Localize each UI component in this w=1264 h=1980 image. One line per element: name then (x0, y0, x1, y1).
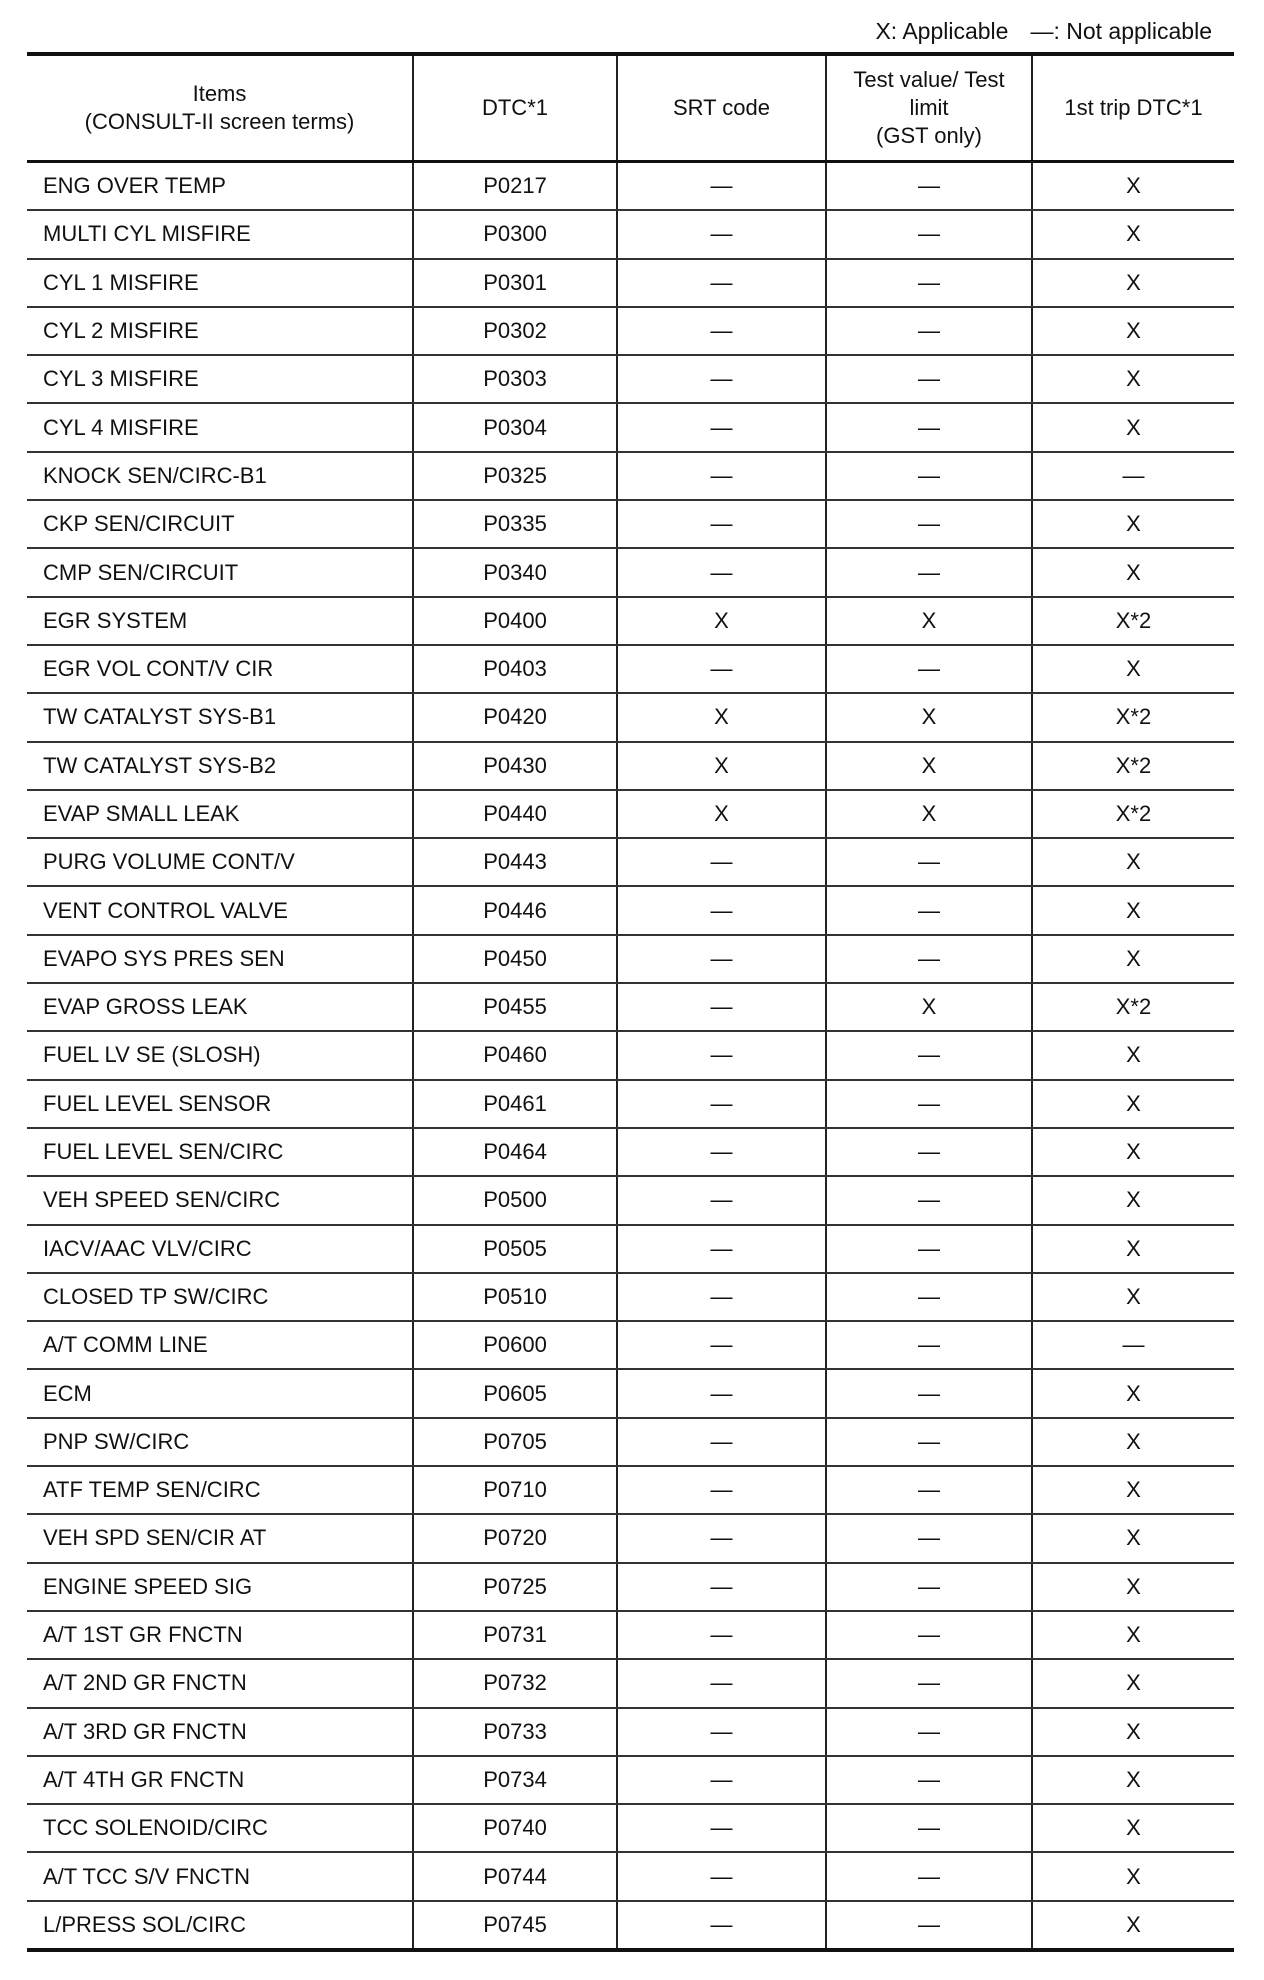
test-value-cell: — (826, 1321, 1032, 1369)
first-trip-dtc-cell: X (1032, 355, 1234, 403)
table-row (27, 1031, 1234, 1079)
first-trip-dtc-cell: X (1032, 1852, 1234, 1900)
item-cell: TCC SOLENOID/CIRC (27, 1804, 413, 1852)
item-cell: EGR SYSTEM (27, 597, 413, 645)
test-value-cell: — (826, 1901, 1032, 1950)
dtc-cell: P0461 (413, 1080, 617, 1128)
dtc-cell: P0733 (413, 1708, 617, 1756)
dtc-cell: P0500 (413, 1176, 617, 1224)
table-row (27, 1321, 1234, 1369)
table-header (27, 54, 1234, 162)
srt-code-cell: — (617, 1466, 826, 1514)
srt-code-cell: — (617, 1852, 826, 1900)
header-row (27, 54, 1234, 162)
header-1st-trip-dtc: 1st trip DTC*1 (1032, 54, 1234, 162)
test-value-cell: — (826, 1031, 1032, 1079)
dtc-cell: P0710 (413, 1466, 617, 1514)
table-row (27, 1128, 1234, 1176)
dtc-cell: P0505 (413, 1225, 617, 1273)
item-cell: A/T 1ST GR FNCTN (27, 1611, 413, 1659)
test-value-cell: — (826, 1514, 1032, 1562)
dtc-cell: P0400 (413, 597, 617, 645)
dtc-table (27, 52, 1234, 1952)
srt-code-cell: — (617, 1804, 826, 1852)
test-value-cell: — (826, 1852, 1032, 1900)
item-cell: CKP SEN/CIRCUIT (27, 500, 413, 548)
test-value-cell: — (826, 452, 1032, 500)
header-test-value: Test value/ Test limit (GST only) (826, 54, 1032, 162)
item-cell: EGR VOL CONT/V CIR (27, 645, 413, 693)
first-trip-dtc-cell: X (1032, 1031, 1234, 1079)
srt-code-cell: — (617, 259, 826, 307)
srt-code-cell: — (617, 1756, 826, 1804)
first-trip-dtc-cell: X (1032, 1273, 1234, 1321)
table-row (27, 1273, 1234, 1321)
srt-code-cell: X (617, 790, 826, 838)
dtc-cell: P0744 (413, 1852, 617, 1900)
srt-code-cell: — (617, 1273, 826, 1321)
first-trip-dtc-cell: X (1032, 1514, 1234, 1562)
srt-code-cell: X (617, 742, 826, 790)
test-value-cell: X (826, 983, 1032, 1031)
srt-code-cell: — (617, 210, 826, 258)
table-row (27, 1080, 1234, 1128)
item-cell: EVAP GROSS LEAK (27, 983, 413, 1031)
test-value-cell: — (826, 935, 1032, 983)
test-value-cell: — (826, 1176, 1032, 1224)
test-value-cell: — (826, 307, 1032, 355)
table-row (27, 790, 1234, 838)
test-value-cell: X (826, 790, 1032, 838)
first-trip-dtc-cell: X (1032, 1756, 1234, 1804)
test-value-cell: — (826, 210, 1032, 258)
dtc-cell: P0731 (413, 1611, 617, 1659)
first-trip-dtc-cell: X (1032, 500, 1234, 548)
item-cell: PURG VOLUME CONT/V (27, 838, 413, 886)
first-trip-dtc-cell: X (1032, 1128, 1234, 1176)
dtc-cell: P0605 (413, 1369, 617, 1417)
item-cell: A/T 3RD GR FNCTN (27, 1708, 413, 1756)
srt-code-cell: — (617, 1611, 826, 1659)
srt-code-cell: — (617, 645, 826, 693)
srt-code-cell: — (617, 403, 826, 451)
dtc-cell: P0740 (413, 1804, 617, 1852)
dtc-cell: P0304 (413, 403, 617, 451)
srt-code-cell: — (617, 1321, 826, 1369)
item-cell: PNP SW/CIRC (27, 1418, 413, 1466)
item-cell: ENGINE SPEED SIG (27, 1563, 413, 1611)
table-row (27, 1901, 1234, 1950)
dtc-cell: P0443 (413, 838, 617, 886)
srt-code-cell: — (617, 355, 826, 403)
dtc-cell: P0725 (413, 1563, 617, 1611)
first-trip-dtc-cell: X (1032, 1080, 1234, 1128)
item-cell: CYL 3 MISFIRE (27, 355, 413, 403)
dtc-cell: P0732 (413, 1659, 617, 1707)
test-value-cell: X (826, 597, 1032, 645)
first-trip-dtc-cell: X (1032, 1369, 1234, 1417)
test-value-cell: — (826, 1080, 1032, 1128)
item-cell: CYL 1 MISFIRE (27, 259, 413, 307)
header-srt-code: SRT code (617, 54, 826, 162)
table-row (27, 1225, 1234, 1273)
item-cell: A/T 2ND GR FNCTN (27, 1659, 413, 1707)
table-row (27, 210, 1234, 258)
dtc-cell: P0440 (413, 790, 617, 838)
first-trip-dtc-cell: X (1032, 1176, 1234, 1224)
dtc-cell: P0302 (413, 307, 617, 355)
table-row (27, 1852, 1234, 1900)
dtc-cell: P0450 (413, 935, 617, 983)
table-row (27, 838, 1234, 886)
table-row (27, 403, 1234, 451)
legend-applicable: X: Applicable (875, 18, 1009, 44)
srt-code-cell: — (617, 1369, 826, 1417)
table-row (27, 1659, 1234, 1707)
first-trip-dtc-cell: X (1032, 1418, 1234, 1466)
item-cell: VEH SPEED SEN/CIRC (27, 1176, 413, 1224)
test-value-cell: — (826, 355, 1032, 403)
first-trip-dtc-cell: X (1032, 307, 1234, 355)
dtc-cell: P0464 (413, 1128, 617, 1176)
first-trip-dtc-cell: X (1032, 403, 1234, 451)
test-value-cell: — (826, 548, 1032, 596)
table-row (27, 452, 1234, 500)
item-cell: A/T 4TH GR FNCTN (27, 1756, 413, 1804)
test-value-cell: X (826, 742, 1032, 790)
srt-code-cell: — (617, 1901, 826, 1950)
table-row (27, 1611, 1234, 1659)
test-value-cell: X (826, 693, 1032, 741)
dtc-cell: P0446 (413, 886, 617, 934)
srt-code-cell: — (617, 1176, 826, 1224)
dtc-cell: P0600 (413, 1321, 617, 1369)
test-value-cell: — (826, 1273, 1032, 1321)
item-cell: FUEL LV SE (SLOSH) (27, 1031, 413, 1079)
item-cell: EVAPO SYS PRES SEN (27, 935, 413, 983)
table-row (27, 355, 1234, 403)
item-cell: VEH SPD SEN/CIR AT (27, 1514, 413, 1562)
test-value-cell: — (826, 1225, 1032, 1273)
item-cell: ATF TEMP SEN/CIRC (27, 1466, 413, 1514)
test-value-cell: — (826, 645, 1032, 693)
srt-code-cell: — (617, 983, 826, 1031)
srt-code-cell: — (617, 548, 826, 596)
srt-code-cell: — (617, 1225, 826, 1273)
first-trip-dtc-cell: X (1032, 1563, 1234, 1611)
srt-code-cell: — (617, 307, 826, 355)
first-trip-dtc-cell: X (1032, 1659, 1234, 1707)
srt-code-cell: — (617, 1080, 826, 1128)
test-value-cell: — (826, 500, 1032, 548)
dtc-cell: P0300 (413, 210, 617, 258)
table-row (27, 983, 1234, 1031)
header-items: Items (CONSULT-II screen terms) (27, 54, 413, 162)
item-cell: CYL 4 MISFIRE (27, 403, 413, 451)
test-value-cell: — (826, 1563, 1032, 1611)
dtc-cell: P0303 (413, 355, 617, 403)
item-cell: TW CATALYST SYS-B1 (27, 693, 413, 741)
first-trip-dtc-cell: X (1032, 548, 1234, 596)
first-trip-dtc-cell: X*2 (1032, 790, 1234, 838)
test-value-cell: — (826, 1611, 1032, 1659)
item-cell: ECM (27, 1369, 413, 1417)
table-row (27, 500, 1234, 548)
dtc-cell: P0510 (413, 1273, 617, 1321)
item-cell: TW CATALYST SYS-B2 (27, 742, 413, 790)
srt-code-cell: — (617, 1418, 826, 1466)
first-trip-dtc-cell: X (1032, 210, 1234, 258)
first-trip-dtc-cell: X (1032, 935, 1234, 983)
dtc-cell: P0217 (413, 162, 617, 211)
first-trip-dtc-cell: X (1032, 838, 1234, 886)
test-value-cell: — (826, 838, 1032, 886)
test-value-cell: — (826, 886, 1032, 934)
first-trip-dtc-cell: X*2 (1032, 983, 1234, 1031)
legend (853, 18, 1212, 45)
dtc-cell: P0745 (413, 1901, 617, 1950)
table-row (27, 645, 1234, 693)
srt-code-cell: — (617, 935, 826, 983)
item-cell: MULTI CYL MISFIRE (27, 210, 413, 258)
first-trip-dtc-cell: — (1032, 1321, 1234, 1369)
srt-code-cell: — (617, 1031, 826, 1079)
header-dtc: DTC*1 (413, 54, 617, 162)
table-row (27, 935, 1234, 983)
item-cell: FUEL LEVEL SENSOR (27, 1080, 413, 1128)
first-trip-dtc-cell: X (1032, 645, 1234, 693)
table-row (27, 259, 1234, 307)
srt-code-cell: X (617, 597, 826, 645)
table-body (27, 162, 1234, 1950)
test-value-cell: — (826, 1369, 1032, 1417)
item-cell: EVAP SMALL LEAK (27, 790, 413, 838)
table-row (27, 1369, 1234, 1417)
first-trip-dtc-cell: X*2 (1032, 693, 1234, 741)
test-value-cell: — (826, 1804, 1032, 1852)
dtc-cell: P0301 (413, 259, 617, 307)
srt-code-cell: — (617, 886, 826, 934)
first-trip-dtc-cell: X (1032, 1611, 1234, 1659)
item-cell: CLOSED TP SW/CIRC (27, 1273, 413, 1321)
table-row (27, 1756, 1234, 1804)
srt-code-cell: — (617, 452, 826, 500)
table-row (27, 1176, 1234, 1224)
first-trip-dtc-cell: X (1032, 259, 1234, 307)
first-trip-dtc-cell: X*2 (1032, 597, 1234, 645)
item-cell: A/T COMM LINE (27, 1321, 413, 1369)
first-trip-dtc-cell: X (1032, 886, 1234, 934)
srt-code-cell: — (617, 162, 826, 211)
dtc-cell: P0430 (413, 742, 617, 790)
srt-code-cell: — (617, 1128, 826, 1176)
first-trip-dtc-cell: X (1032, 1901, 1234, 1950)
srt-code-cell: — (617, 500, 826, 548)
table-row (27, 307, 1234, 355)
item-cell: VENT CONTROL VALVE (27, 886, 413, 934)
table-row (27, 597, 1234, 645)
dtc-cell: P0420 (413, 693, 617, 741)
table-row (27, 742, 1234, 790)
dtc-cell: P0455 (413, 983, 617, 1031)
srt-code-cell: — (617, 1708, 826, 1756)
table-row (27, 1466, 1234, 1514)
srt-code-cell: — (617, 1514, 826, 1562)
table-row (27, 1708, 1234, 1756)
table-row (27, 1418, 1234, 1466)
dtc-cell: P0720 (413, 1514, 617, 1562)
dtc-cell: P0705 (413, 1418, 617, 1466)
srt-code-cell: X (617, 693, 826, 741)
table-row (27, 1514, 1234, 1562)
table-row (27, 1563, 1234, 1611)
item-cell: A/T TCC S/V FNCTN (27, 1852, 413, 1900)
first-trip-dtc-cell: — (1032, 452, 1234, 500)
first-trip-dtc-cell: X (1032, 1225, 1234, 1273)
test-value-cell: — (826, 1128, 1032, 1176)
dtc-cell: P0335 (413, 500, 617, 548)
item-cell: ENG OVER TEMP (27, 162, 413, 211)
first-trip-dtc-cell: X (1032, 1708, 1234, 1756)
first-trip-dtc-cell: X (1032, 1466, 1234, 1514)
test-value-cell: — (826, 1708, 1032, 1756)
test-value-cell: — (826, 259, 1032, 307)
item-cell: CMP SEN/CIRCUIT (27, 548, 413, 596)
test-value-cell: — (826, 1659, 1032, 1707)
dtc-cell: P0403 (413, 645, 617, 693)
dtc-cell: P0340 (413, 548, 617, 596)
first-trip-dtc-cell: X (1032, 162, 1234, 211)
item-cell: FUEL LEVEL SEN/CIRC (27, 1128, 413, 1176)
test-value-cell: — (826, 1466, 1032, 1514)
test-value-cell: — (826, 1756, 1032, 1804)
table-row (27, 886, 1234, 934)
test-value-cell: — (826, 162, 1032, 211)
table-row (27, 1804, 1234, 1852)
dtc-cell: P0325 (413, 452, 617, 500)
first-trip-dtc-cell: X*2 (1032, 742, 1234, 790)
item-cell: L/PRESS SOL/CIRC (27, 1901, 413, 1950)
table-row (27, 162, 1234, 211)
legend-not-applicable: —: Not applicable (1030, 18, 1212, 44)
dtc-cell: P0734 (413, 1756, 617, 1804)
table-row (27, 548, 1234, 596)
item-cell: CYL 2 MISFIRE (27, 307, 413, 355)
test-value-cell: — (826, 1418, 1032, 1466)
srt-code-cell: — (617, 1563, 826, 1611)
table-row (27, 693, 1234, 741)
first-trip-dtc-cell: X (1032, 1804, 1234, 1852)
item-cell: IACV/AAC VLV/CIRC (27, 1225, 413, 1273)
item-cell: KNOCK SEN/CIRC-B1 (27, 452, 413, 500)
dtc-cell: P0460 (413, 1031, 617, 1079)
srt-code-cell: — (617, 838, 826, 886)
srt-code-cell: — (617, 1659, 826, 1707)
test-value-cell: — (826, 403, 1032, 451)
